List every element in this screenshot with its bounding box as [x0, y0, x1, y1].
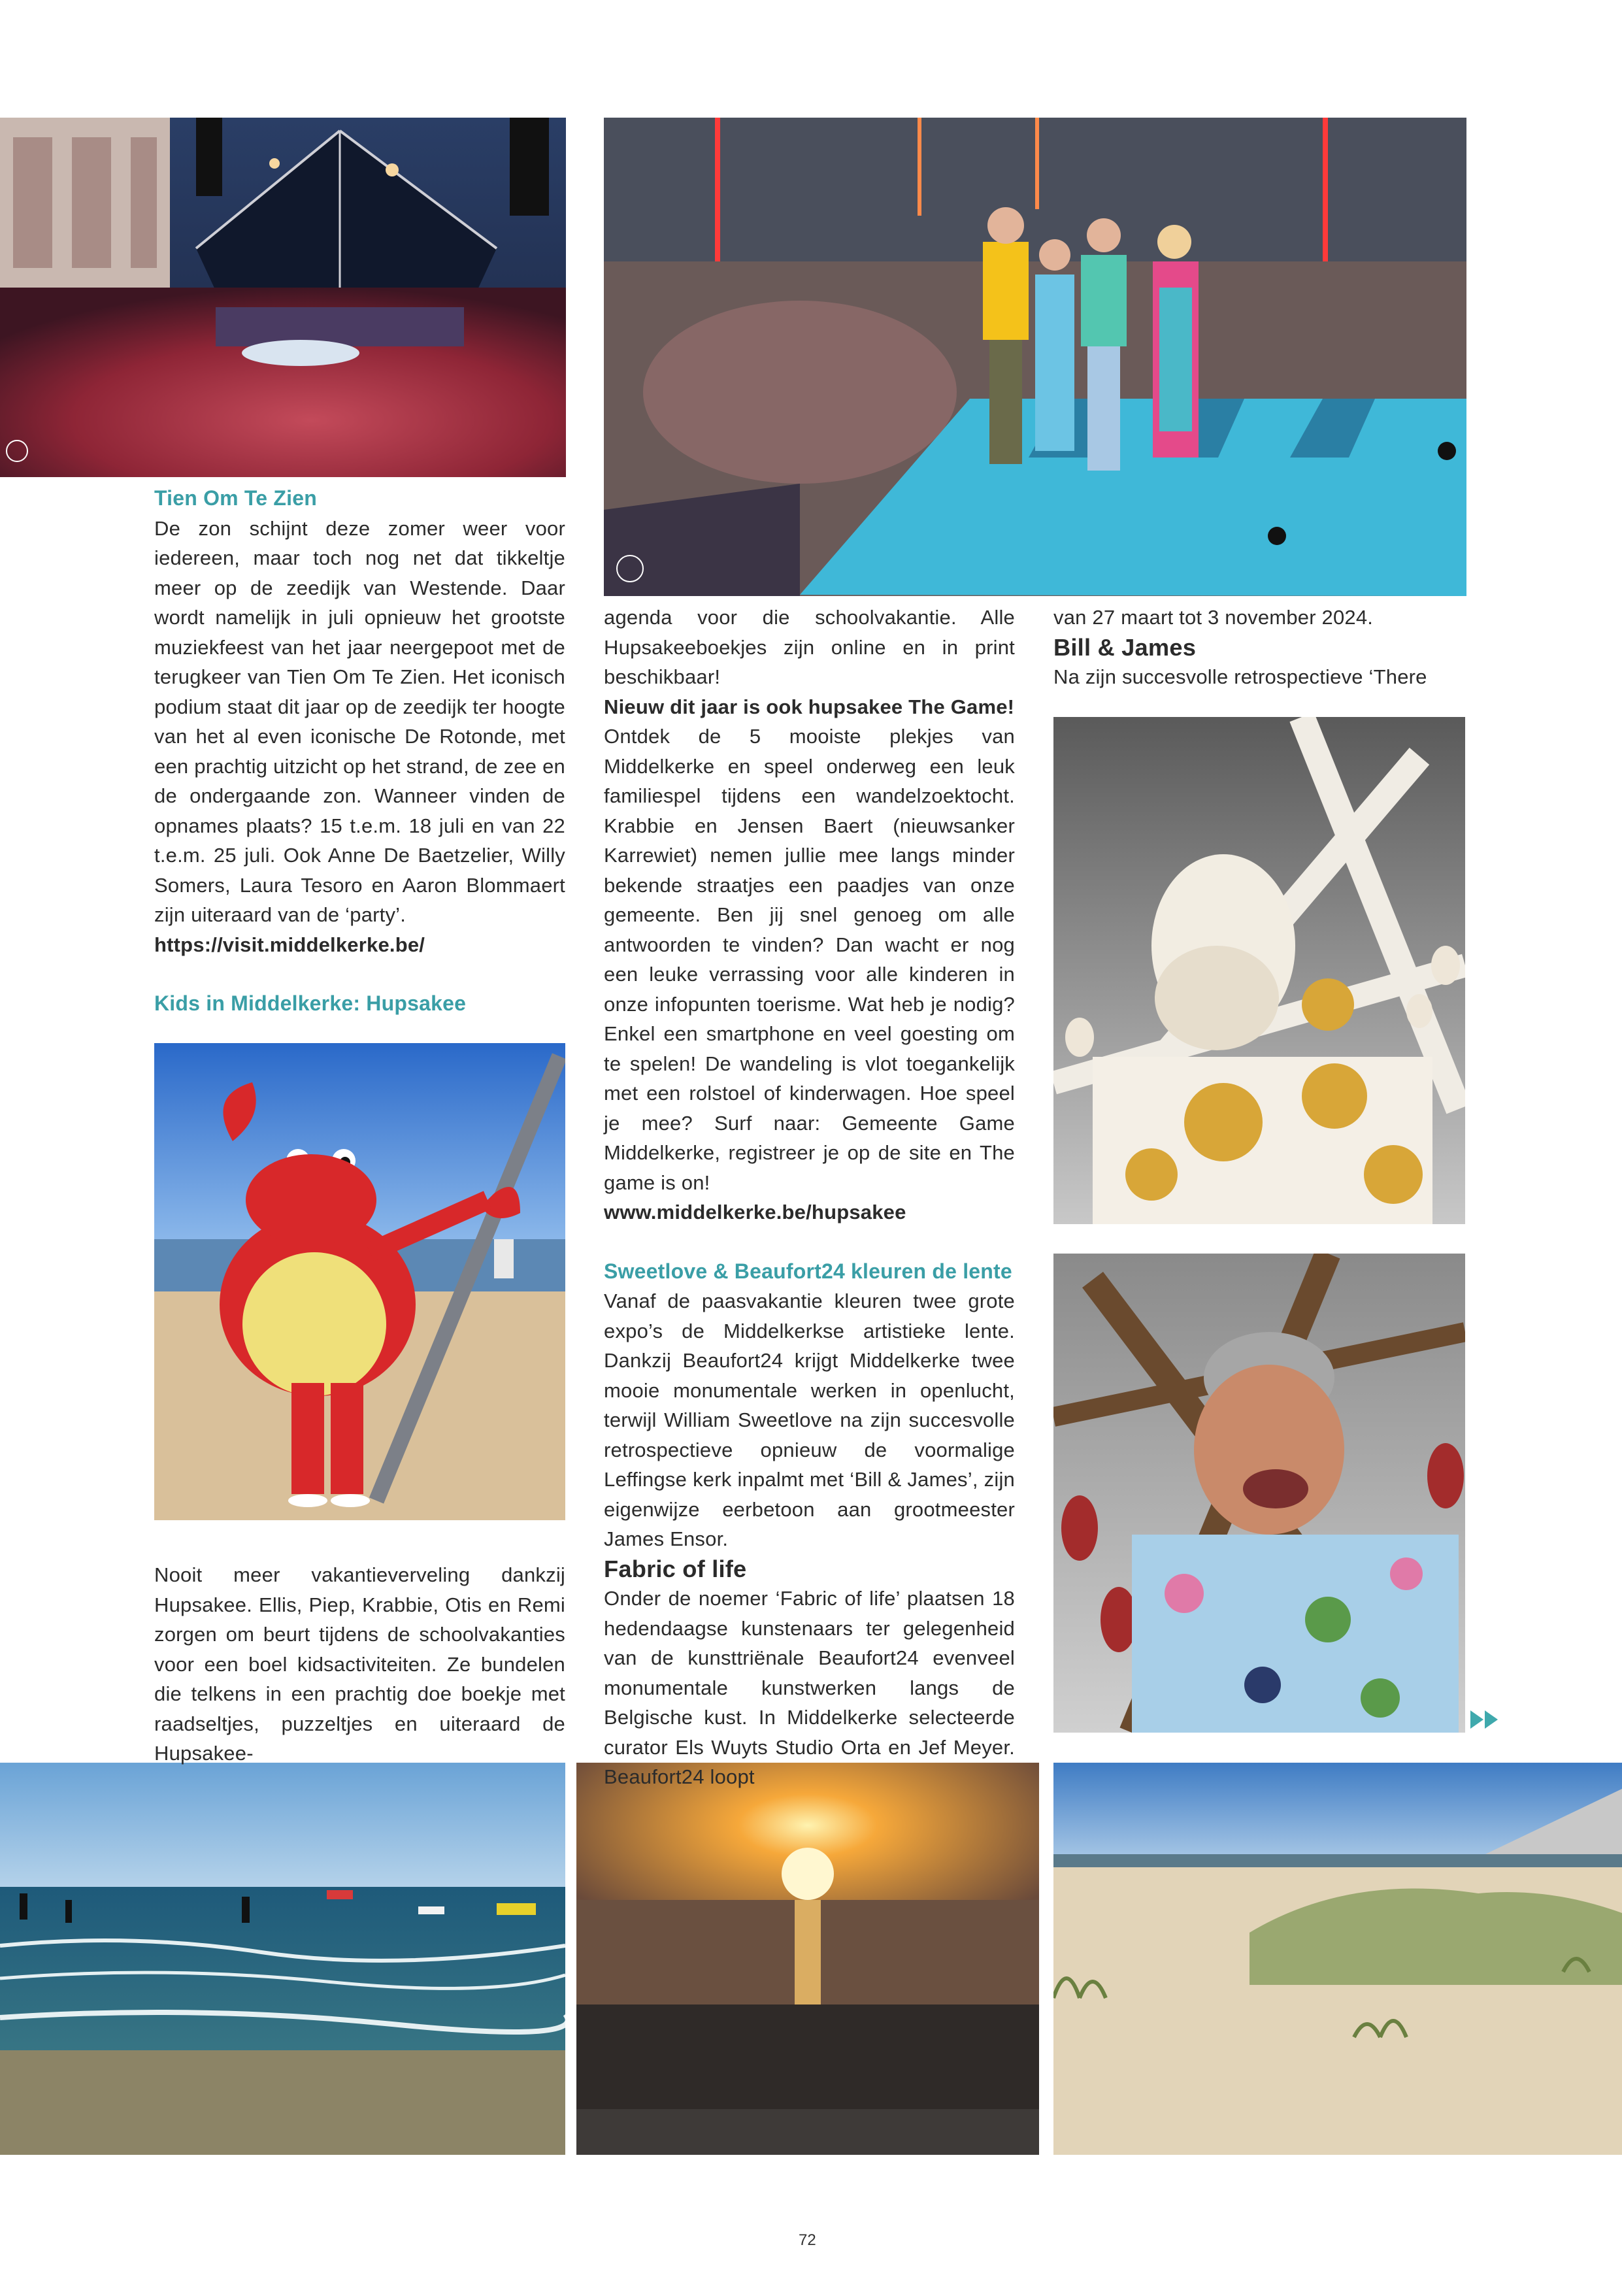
hupsakee-link[interactable]: www.middelkerke.be/hupsakee: [604, 1201, 906, 1223]
body-text: Na zijn succesvolle retrospectieve ‘There: [1053, 665, 1427, 688]
body-text: van 27 maart tot 3 november 2024.: [1053, 606, 1374, 629]
section-heading: Kids in Middelkerke: Hupsakee: [154, 991, 467, 1015]
tien-om-te-zien-section: [154, 484, 565, 1019]
concert-crowd-photo: [0, 118, 566, 477]
section-heading: Tien Om Te Zien: [154, 486, 317, 510]
body-text: Vanaf de paasvakantie kleuren twee grote expo’s de Middelkerkse artistieke lente. Dankzij Beaufort24 krijgt Middelkerke twee mooie monumentale werken in openlucht, terwijl William Sweetlove na zijn succesvolle retrospectieve opnieuw de voormalige Leffingse kerk inpalmt met ‘Bill & James’, zijn eigenwijze eerbetoon aan grootmeester James Ensor.: [604, 1289, 1015, 1550]
tv-show-stage-photo: [604, 118, 1466, 596]
subheading: Fabric of life: [604, 1555, 747, 1582]
body-text: Nooit meer vakantieverveling dankzij Hupsakee. Ellis, Piep, Krabbie, Otis en Remi zorgen om beurt tijdens de schoolvakanties voor een boel kidsactiviteiten. Ze bundelen die telkens in een prachtig doe boekje met raadseltjes, puzzeltjes en uiteraard de Hupsakee-: [154, 1563, 565, 1765]
body-text: Onder de noemer ‘Fabric of life’ plaatsen 18 hedendaagse kunstenaars ter gelegenheid van de kunsttriënale Beaufort24 evenveel monumentale kunstwerken langs de Belgische kust. In Middelkerke selecteerde curator Els Wuyts Studio Orta en Jef Meyer. Beaufort24 loopt: [604, 1587, 1015, 1788]
bill-james-section: [1053, 603, 1465, 692]
section-heading: Sweetlove & Beaufort24 kleuren de lente: [604, 1259, 1012, 1283]
surfers-sea-photo: [0, 1763, 565, 2155]
laughing-artist-photo: [1053, 1254, 1465, 1733]
crab-mascot-photo: [154, 1043, 565, 1520]
dunes-beach-photo: [1053, 1763, 1622, 2155]
marble-sculpture-photo: [1053, 717, 1465, 1224]
hupsakee-game-section: [604, 603, 1015, 1792]
body-bold-text: Nieuw dit jaar is ook hupsakee The Game!: [604, 695, 1015, 718]
subheading: Bill & James: [1053, 633, 1197, 661]
sunset-beach-photo: [576, 1763, 1039, 2155]
visit-link[interactable]: https://visit.middelkerke.be/: [154, 933, 425, 956]
body-text: De zon schijnt deze zomer weer voor iedereen, maar toch nog net dat tikkeltje meer op de zeedijk van Westende. Daar wordt namelijk in juli opnieuw het grootste muziekfeest van het jaar neergepoot met de terugkeer van Tien Om Te Zien. Het iconisch podium staat dit jaar op de zeedijk ter hoogte van het al even iconische De Rotonde, met een prachtig uitzicht op het strand, de zee en de ondergaande zon. Wanneer vinden de opnames plaats? 15 t.e.m. 18 juli en van 22 t.e.m. 25 juli. Ook Anne De Baetzelier, Willy Somers, Laura Tesoro en Aaron Blommaert zijn uiteraard van de ‘party’.: [154, 516, 565, 926]
page-number: 72: [799, 2231, 816, 2249]
hupsakee-section: [154, 1560, 565, 1769]
body-text: agenda voor die schoolvakantie. Alle Hupsakeeboekjes zijn online en in print beschikbaar!: [604, 606, 1015, 688]
body-text: Ontdek de 5 mooiste plekjes van Middelkerke en speel onderweg een leuk familiespel tijdens een wandelzoektocht. Krabbie en Jensen Baert (nieuwsanker Karrewiet) nemen jullie mee langs minder bekende straatjes een paadjes van onze gemeente. Ben jij snel genoeg om alle antwoorden te vinden? Dan wacht er nog een leuke verrassing voor alle kinderen in onze infopunten toerisme. Wat heb je nodig? Enkel een smartphone en veel goesting om te spelen! De wandeling is vlot toegankelijk met een rolstoel of kinderwagen. Hoe speel je mee? Surf naar: Gemeente Game Middelkerke, registreer je op de site en The game is on!: [604, 725, 1015, 1194]
continue-double-chevron-icon: [1470, 1710, 1499, 1732]
